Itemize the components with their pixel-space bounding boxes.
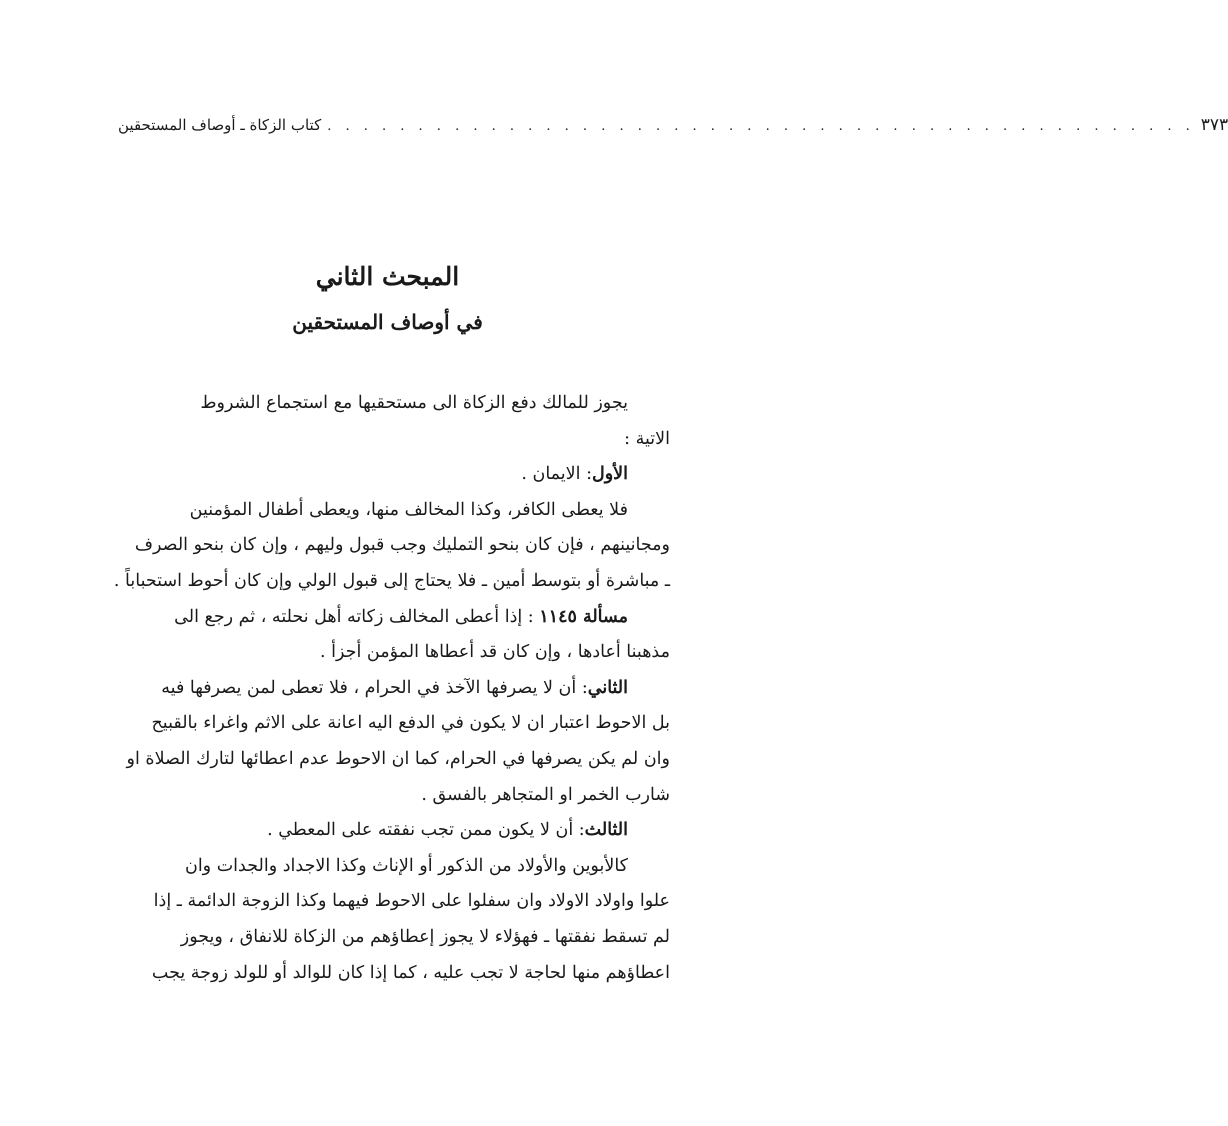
line-text: : الايمان . [521, 464, 592, 485]
text-line [115, 884, 670, 920]
text-line [115, 778, 670, 814]
line-text: فلا يعطى الكافر، وكذا المخالف منها، ويعطى أطفال المؤمنين [189, 499, 628, 520]
text-line [115, 386, 670, 422]
page-number: ٣٧٣ [1200, 115, 1228, 135]
text-line [115, 706, 670, 742]
line-text: ومجانينهم ، فإن كان بنحو التمليك وجب قبول وليهم ، وإن كان بنحو الصرف [134, 535, 670, 556]
line-text: بل الاحوط اعتبار ان لا يكون في الدفع اليه اعانة على الاثم واغراء بالقبيح [151, 713, 670, 734]
text-line [115, 635, 670, 671]
text-line [115, 528, 670, 564]
bold-lead: الأول [591, 464, 628, 485]
bold-lead: الثالث [584, 820, 628, 841]
line-text: : إذا أعطى المخالف زكاته أهل نحلته ، ثم رجع الى [174, 606, 540, 627]
line-text: : أن لا يصرفها الآخذ في الحرام ، فلا تعطى لمن يصرفها فيه [161, 677, 588, 698]
text-line [115, 671, 670, 707]
line-text: مذهبنا أعادها ، وإن كان قد أعطاها المؤمن أجزأ . [320, 642, 670, 663]
line-text: لم تسقط نفقتها ـ فهؤلاء لا يجوز إعطاؤهم من الزكاة للانفاق ، ويجوز [180, 926, 670, 947]
line-text: الاتية : [624, 428, 670, 449]
leader-dots: . . . . . . . . . . . . . . . . . . . . . . . . . . . . . . . . . . . . . . . . . . . . . . . . [327, 119, 1195, 134]
bold-lead: الثاني [587, 677, 628, 698]
text-line [115, 813, 670, 849]
line-text: : أن لا يكون ممن تجب نفقته على المعطي . [267, 820, 585, 841]
text-line [115, 742, 670, 778]
text-line [115, 564, 670, 600]
text-line [115, 457, 670, 493]
running-header [118, 114, 1228, 138]
line-text: علوا واولاد الاولاد وان سفلوا على الاحوط فيهما وكذا الزوجة الدائمة ـ إذا [153, 891, 670, 912]
line-text: وان لم يكن يصرفها في الحرام، كما ان الاحوط عدم اعطائها لتارك الصلاة او [126, 748, 670, 769]
bold-lead: مسألة ١١٤٥ [539, 606, 628, 627]
line-text: ـ مباشرة أو بتوسط أمين ـ فلا يحتاج إلى قبول الولي وإن كان أحوط استحباباً . [113, 570, 670, 591]
text-line [115, 493, 670, 529]
section-title: المبحث الثاني [315, 262, 460, 291]
line-text: اعطاؤهم منها لحاجة لا تجب عليه ، كما إذا كان للوالد أو للولد زوجة يجب [151, 962, 670, 983]
text-line [115, 600, 670, 636]
text-line [115, 920, 670, 956]
running-title: كتاب الزكاة ـ أوصاف المستحقين [118, 116, 322, 134]
line-text: يجوز للمالك دفع الزكاة الى مستحقيها مع استجماع الشروط [200, 393, 628, 413]
text-line [115, 956, 670, 992]
line-text: كالأبوين والأولاد من الذكور أو الإناث وكذا الاجداد والجدات وان [184, 855, 628, 876]
text-line [115, 849, 670, 885]
text-line [115, 422, 670, 458]
section-subtitle: في أوصاف المستحقين [292, 310, 483, 334]
line-text: شارب الخمر او المتجاهر بالفسق . [421, 784, 670, 805]
body-text [115, 386, 670, 991]
